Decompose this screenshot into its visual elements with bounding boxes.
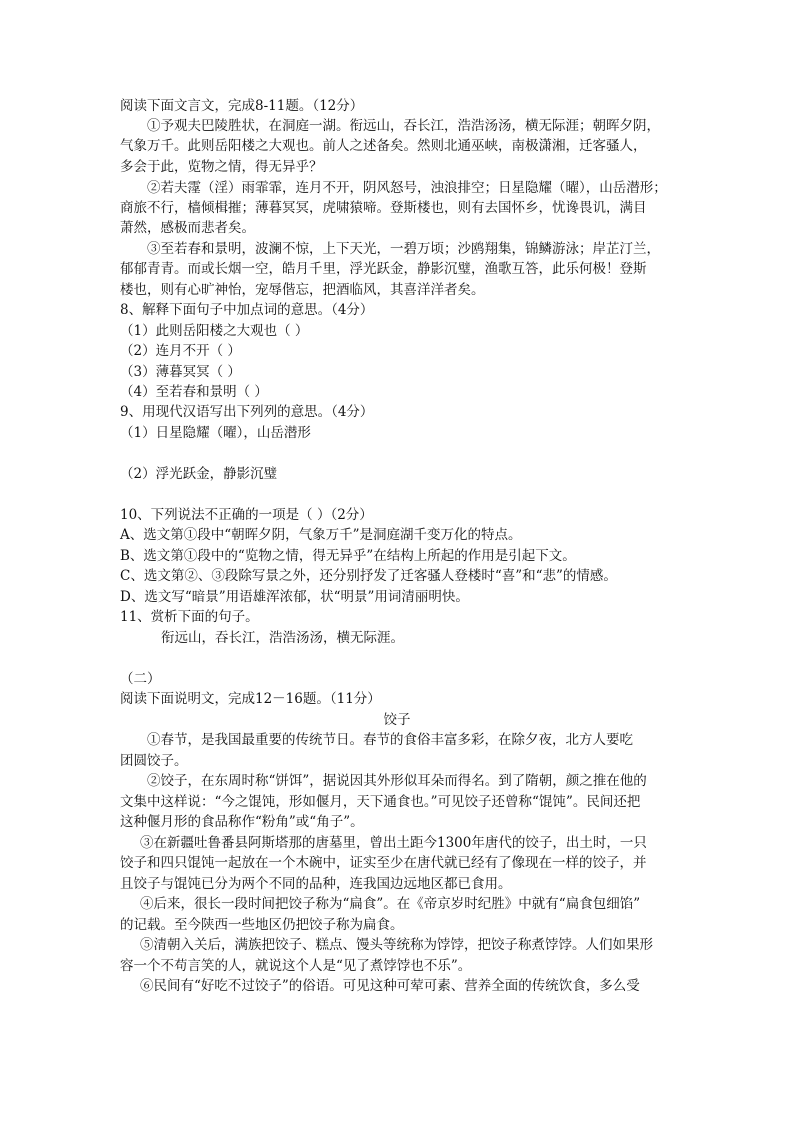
paragraph-line: 郁郁青青。而或长烟一空，皓月千里，浮光跃金，静影沉璧，渔歌互答，此乐何极！登斯 (120, 261, 647, 277)
question-9: 9、用现代汉语写出下列列的意思。（4分） (120, 404, 374, 420)
paragraph-line: ⑤清朝入关后，满族把饺子、糕点、馒头等统称为饽饽，把饺子称煮饽饽。人们如果形 (140, 937, 653, 953)
paragraph-line: 萧然，感极而悲者矣。 (120, 220, 255, 236)
paragraph-line: ②若夫霪（淫）雨霏霏，连月不开，阴风怒号，浊浪排空；日星隐耀（曜），山岳潜形； (147, 180, 667, 196)
option-c: C、选文第②、③段除写景之外，还分别抒发了迁客骚人登楼时“喜”和“悲”的情感。 (120, 568, 617, 584)
question-item: （2）浮光跃金，静影沉璧 (120, 466, 278, 482)
section-heading: （二） (120, 671, 161, 687)
section-instruction: 阅读下面说明文，完成12－16题。（11分） (120, 691, 381, 707)
paragraph-line: ⑥民间有“好吃不过饺子”的俗语。可见这种可荤可素、营养全面的传统饮食，多么受 (140, 978, 640, 994)
paragraph-line: 商旅不行，樯倾楫摧；薄暮冥冥，虎啸猿啼。登斯楼也，则有去国怀乡，忧谗畏讥，满目 (120, 200, 647, 216)
question-item: （2）连月不开（ ） (120, 343, 241, 359)
option-b: B、选文第①段中的“览物之情，得无异乎”在结构上所起的作用是引起下文。 (120, 548, 576, 564)
paragraph-line: 气象万千。此则岳阳楼之大观也。前人之述备矣。然则北通巫峡，南极潇湘，迁客骚人， (120, 138, 647, 154)
paragraph-line: ③在新疆吐鲁番县阿斯塔那的唐墓里，曾出土距今1300年唐代的饺子，出土时，一只 (140, 835, 647, 851)
option-a: A、选文第①段中“朝晖夕阴，气象万千”是洞庭湖千变万化的特点。 (120, 527, 522, 543)
option-d: D、选文写“暗景”用语雄浑浓郁，状“明景”用词清丽明快。 (120, 589, 469, 605)
section-instruction: 阅读下面文言文，完成8-11题。（12分） (120, 98, 364, 114)
question-item: （3）薄暮冥冥（ ） (120, 364, 241, 380)
quoted-sentence: 衔远山，吞长江，浩浩汤汤，横无际涯。 (161, 630, 404, 646)
paragraph-line: ④后来，很长一段时间把饺子称为“扁食”。在《帝京岁时纪胜》中就有“扁食包细馅” (140, 896, 641, 912)
question-8: 8、解释下面句子中加点词的意思。（4分） (120, 302, 374, 318)
question-10: 10、下列说法不正确的一项是（ ）（2分） (120, 507, 373, 523)
paragraph-line: 的记载。至今陕西一些地区仍把饺子称为扁食。 (120, 917, 404, 933)
paragraph-line: 楼也，则有心旷神怡，宠辱偕忘，把酒临风，其喜洋洋者矣。 (120, 282, 485, 298)
paragraph-line: 容一个不苟言笑的人，就说这个人是“见了煮饽饽也不乐”。 (120, 958, 472, 974)
paragraph-line: ①予观夫巴陵胜状，在洞庭一湖。衔远山，吞长江，浩浩汤汤，横无际涯；朝晖夕阴， (147, 118, 660, 134)
paragraph-line: ③至若春和景明，波澜不惊，上下天光，一碧万顷；沙鸥翔集，锦鳞游泳；岸芷汀兰， (147, 241, 660, 257)
question-item: （1）此则岳阳楼之大观也（ ） (120, 323, 309, 339)
paragraph-line: 多会于此，览物之情，得无异乎？ (120, 159, 323, 175)
paragraph-line: 这种偃月形的食品称作“粉角”或“角子”。 (120, 814, 364, 830)
paragraph-line: 文集中这样说：“今之馄饨，形如偃月，天下通食也。”可见饺子还曾称“馄饨”。民间还把 (120, 794, 641, 810)
paragraph-line: 且饺子与馄饨已分为两个不同的品种，连我国边远地区都已食用。 (120, 876, 512, 892)
paragraph-line: 饺子和四只馄饨一起放在一个木碗中，证实至少在唐代就已经有了像现在一样的饺子，并 (120, 855, 647, 871)
question-11: 11、赏析下面的句子。 (120, 609, 259, 625)
question-item: （1）日星隐耀（曜），山岳潜形 (120, 425, 311, 441)
paragraph-line: 团圆饺子。 (120, 753, 188, 769)
paragraph-line: ②饺子，在东周时称“饼饵”，据说因其外形似耳朵而得名。到了隋朝，颜之推在他的 (147, 773, 647, 789)
article-title: 饺子 (383, 712, 411, 728)
question-item: （4）至若春和景明（ ） (120, 384, 268, 400)
paragraph-line: ①春节，是我国最重要的传统节日。春节的食俗丰富多彩，在除夕夜，北方人要吃 (147, 732, 633, 748)
